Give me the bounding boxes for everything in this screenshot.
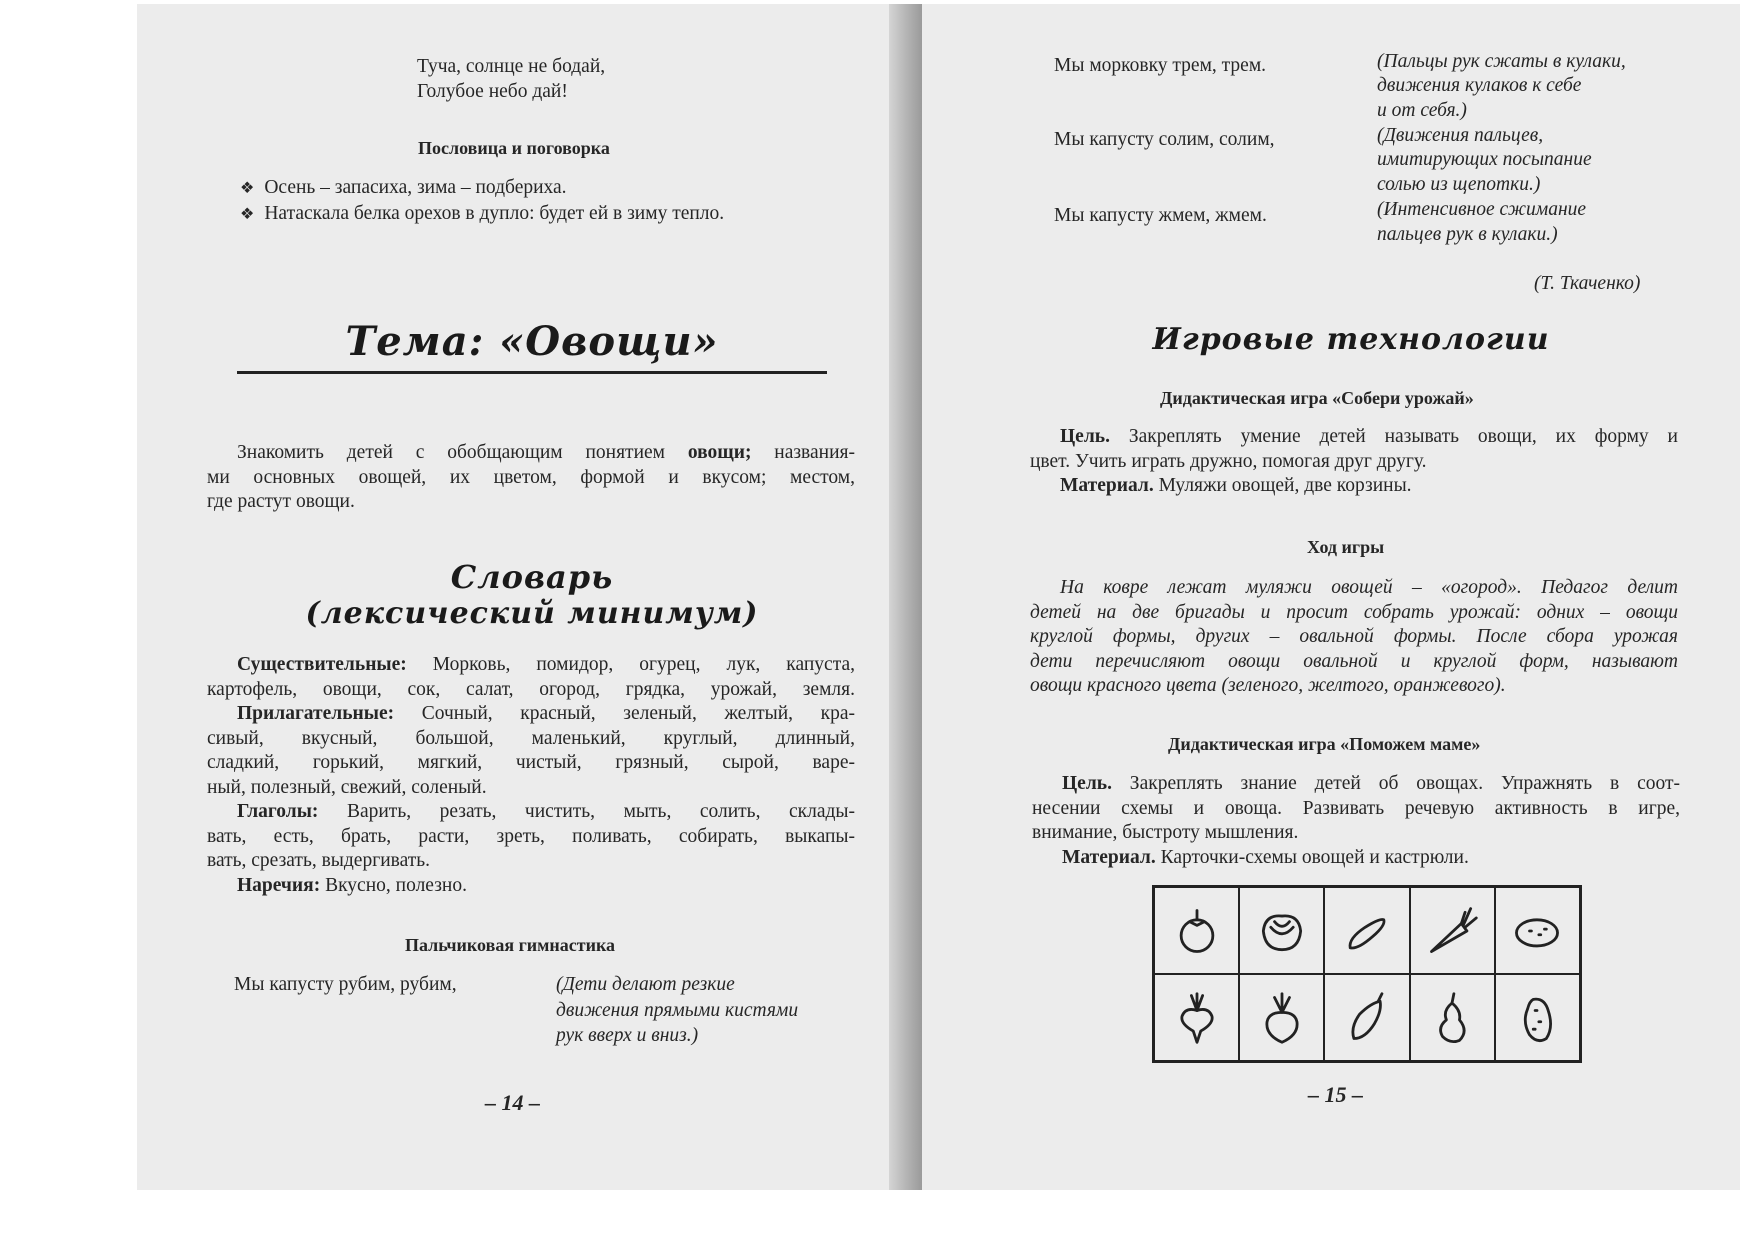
rhyme-line: Мы морковку трем, трем. [1054,55,1267,76]
game1-heading: Дидактическая игра «Собери урожай» [1160,388,1474,408]
beet-icon [1169,990,1225,1046]
finger-note: движения прямыми кистями [556,1000,799,1021]
schema-cell [1239,887,1324,974]
pepper-icon [1424,990,1480,1046]
rhyme-line: Мы капусту жмем, жмем. [1054,205,1267,226]
page-number: – 14 – [485,1090,540,1115]
section-title: Игровые технологии [1152,322,1550,357]
verbs-line: Глаголы: Варить, резать, чистить, мыть, солить, склады- [237,801,855,822]
rhyme-note: и от себя.) [1377,100,1467,121]
rhyme-note: имитирующих посыпание [1377,149,1592,170]
schema-cell [1239,974,1324,1061]
vegetable-schema-grid [1152,885,1582,1063]
potato-eyes-icon [1509,990,1565,1046]
onion-icon [1254,990,1310,1046]
proverbs-heading: Пословица и поговорка [418,138,610,158]
intro-paragraph: Знакомить детей с обобщающим понятием овощи; названия- ми основных овощей, их цветом, формой и вкусом; местом, где растут овощи. [207,442,856,512]
title-underline [237,371,827,374]
adjectives-line: Прилагательные: Сочный, красный, зеленый, желтый, кра- [237,703,855,724]
finger-gym-heading: Пальчиковая гимнастика [405,935,616,955]
schema-cell [1154,887,1239,974]
game1-progress-heading: Ход игры [1307,537,1385,557]
finger-rhyme-line: Мы капусту рубим, рубим, [234,974,457,995]
rhyme-note: (Движения пальцев, [1377,125,1544,146]
book-spine [889,4,922,1190]
potato-icon [1509,903,1565,959]
game2-description: Цель. Закреплять знание детей об овощах. Упражнять в соот- несении схемы и овоща. Развивать речевую активность в игре, внимание, быстроту мышления. Материал. Карточки-схемы овощей и кастрюли. [1032,773,1680,868]
vocabulary-block: Существительные: Морковь, помидор, огурец, лук, капуста, картофель, овощи, сок, салат, огород, грядка, урожай, земля. Прилагательные: Сочный, красный, зеленый, желтый, кра- сивый, вкусный, большой, маленький, круглый, длинный, сладкий, горький, мягкий, чистый, грязный, сырой, варе- ный, полезный, свежий, соленый. Глаголы: Варить, резать, чистить, мыть, солить, склады- вать, есть, брать, расти, зреть, поливать, собирать, выкапы- вать, срезать, выдергивать. Наречия: Вкусно, полезно. [207,653,855,898]
game2-heading: Дидактическая игра «Поможем маме» [1168,734,1481,754]
poem-line: Туча, солнце не бодай, [417,56,606,77]
proverb-item: ❖ Натаскала белка орехов в дупло: будет ей в зиму тепло. [240,203,725,224]
rhyme-note: солью из щепотки.) [1377,174,1541,195]
theme-title: Тема: «Овощи» [345,318,719,365]
carrot-icon [1424,903,1480,959]
vocab-title: Словарь [450,558,614,596]
rhyme-line: Мы капусту солим, солим, [1054,129,1275,150]
bullet-icon: ❖ [240,180,255,197]
cucumber-schema-icon [1339,990,1395,1046]
cucumber-icon [1339,903,1395,959]
schema-cell [1410,887,1495,974]
schema-cell [1324,974,1409,1061]
rhyme-note: (Пальцы рук сжаты в кулаки, [1377,51,1626,72]
rhyme-note: движения кулаков к себе [1377,75,1582,96]
adverbs-line: Наречия: Вкусно, полезно. [237,874,467,896]
rhyme-note: (Интенсивное сжимание [1377,199,1587,220]
schema-cell [1495,887,1580,974]
cabbage-icon [1254,903,1310,959]
author: (Т. Ткаченко) [1534,273,1641,294]
nouns-line: Существительные: Морковь, помидор, огурец, лук, капуста, [237,654,855,675]
schema-cell [1324,887,1409,974]
game1-description: Цель. Закреплять умение детей называть овощи, их форму и цвет. Учить играть дружно, помогая друг другу. Материал. Муляжи овощей, две корзины. [1030,426,1678,496]
schema-cell [1154,974,1239,1061]
vocab-subtitle: (лексический минимум) [305,596,759,631]
game1-progress-text: На ковре лежат муляжи овощей – «огород». Педагог делит детей на две бригады и просит собрать урожай: одних – овощи круглой формы, других – овальной формы. После сбора урожая дети перечисляют овощи овальной и круглой форм, называют овощи красного цвета (зеленого, желтого, оранжевого). [1030,577,1678,696]
finger-note: (Дети делают резкие [556,974,735,995]
tomato-icon [1169,903,1225,959]
finger-note: рук вверх и вниз.) [556,1025,699,1046]
bullet-icon: ❖ [240,206,255,223]
proverb-item: ❖ Осень – запасиха, зима – подбериха. [240,177,567,198]
poem-line: Голубое небо дай! [417,81,568,102]
rhyme-note: пальцев рук в кулаки.) [1377,224,1558,245]
schema-cell [1410,974,1495,1061]
page-number: – 15 – [1308,1082,1363,1107]
schema-cell [1495,974,1580,1061]
